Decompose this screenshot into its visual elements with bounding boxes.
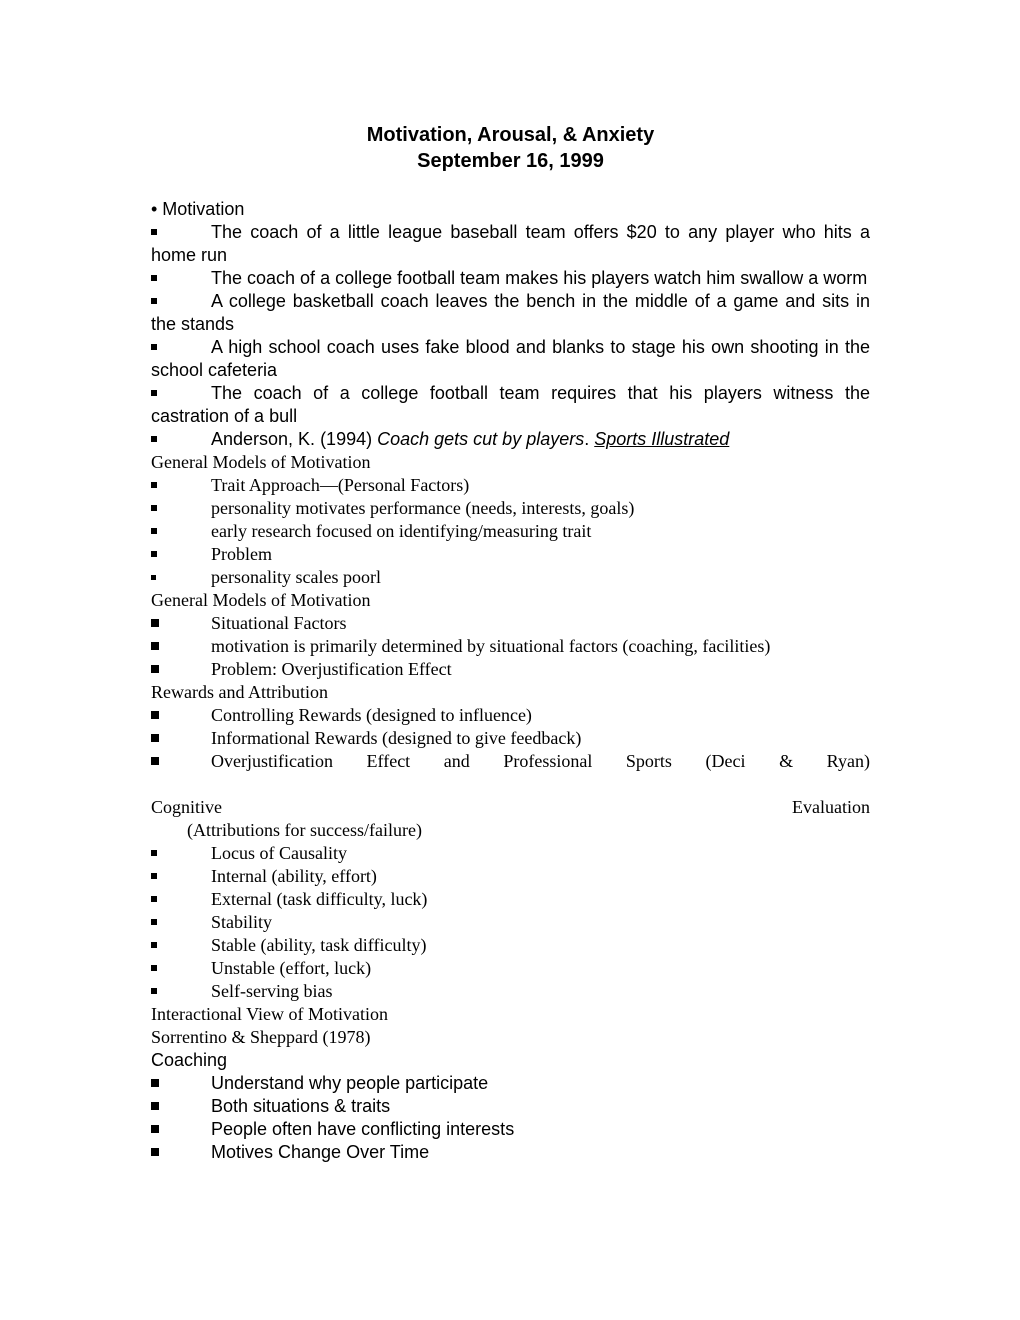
section-heading: General Models of Motivation (151, 452, 371, 472)
citation: Anderson, K. (1994) Coach gets cut by players. Sports Illustrated (151, 428, 870, 451)
list-item: Controlling Rewards (designed to influence) (151, 704, 870, 727)
list-item: Self-serving bias (151, 980, 870, 1003)
bullet-icon (151, 957, 211, 980)
list-item: early research focused on identifying/measuring trait (151, 520, 870, 543)
bullet-icon (151, 497, 211, 520)
bullet-icon (151, 267, 211, 290)
list-item: The coach of a college football team requires that his players witness the castration of a bull (151, 383, 870, 426)
bullet-icon (151, 980, 211, 1003)
section-heading: Interactional View of Motivation (151, 1004, 389, 1024)
bullet-icon (151, 842, 211, 865)
section-heading: General Models of Motivation (151, 590, 371, 610)
bullet-icon (151, 934, 211, 957)
bullet-icon (151, 336, 211, 359)
list-item: Problem (151, 543, 870, 566)
reference: Sorrentino & Sheppard (1978) (151, 1027, 371, 1047)
overjustification-line: Overjustification Effect and Professional Sports (Deci & Ryan) (211, 751, 870, 771)
list-item: Both situations & traits (151, 1095, 870, 1118)
bullet-icon (151, 1072, 211, 1095)
list-item: Problem: Overjustification Effect (151, 658, 870, 681)
list-item: Motives Change Over Time (151, 1141, 870, 1164)
list-item: Situational Factors (151, 612, 870, 635)
list-item: A high school coach uses fake blood and blanks to stage his own shooting in the school cafeteria (151, 337, 870, 380)
document-date: September 16, 1999 (417, 150, 604, 172)
coaching-heading: Coaching (151, 1050, 228, 1070)
list-item: personality motivates performance (needs, interests, goals) (151, 497, 870, 520)
bullet-icon (151, 520, 211, 543)
citation-journal: Sports Illustrated (594, 429, 730, 449)
bullet-icon (151, 727, 211, 750)
bullet-icon (151, 612, 211, 635)
list-item: personality scales poorl (151, 566, 870, 589)
bullet-icon (151, 543, 211, 566)
list-item: Stable (ability, task difficulty) (151, 934, 870, 957)
cognitive-subheading: (Attributions for success/failure) (187, 820, 422, 840)
bullet-icon (151, 1141, 211, 1164)
list-item: Stability (151, 911, 870, 934)
bullet-icon (151, 1118, 211, 1141)
list-item: The coach of a little league baseball team offers $20 to any player who hits a home run (151, 222, 870, 265)
bullet-icon (151, 290, 211, 313)
bullet-icon (151, 750, 211, 773)
list-item: People often have conflicting interests (151, 1118, 870, 1141)
bullet-icon (151, 704, 211, 727)
bullet-icon (151, 382, 211, 405)
list-item (151, 750, 870, 773)
list-item: A college basketball coach leaves the bench in the middle of a game and sits in the stands (151, 291, 870, 334)
list-item: External (task difficulty, luck) (151, 888, 870, 911)
list-item: Unstable (effort, luck) (151, 957, 870, 980)
cognitive-evaluation-heading: Cognitive Evaluation (151, 797, 870, 817)
bullet-icon (151, 635, 211, 658)
list-item: Trait Approach—(Personal Factors) (151, 474, 870, 497)
bullet-icon (151, 888, 211, 911)
list-item: The coach of a college football team makes his players watch him swallow a worm (151, 267, 870, 290)
list-item: Understand why people participate (151, 1072, 870, 1095)
document-title: Motivation, Arousal, & Anxiety (366, 124, 655, 146)
list-item: Locus of Causality (151, 842, 870, 865)
bullet-icon (151, 221, 211, 244)
section-heading: Rewards and Attribution (151, 682, 328, 702)
blank-line (151, 773, 870, 796)
motivation-heading: • Motivation (151, 199, 245, 219)
bullet-icon (151, 865, 211, 888)
document-page (151, 122, 870, 1164)
bullet-icon (151, 566, 211, 589)
citation-article: Coach gets cut by players (377, 429, 585, 449)
bullet-icon (151, 911, 211, 934)
bullet-icon (151, 474, 211, 497)
title-block (151, 122, 870, 174)
bullet-icon (151, 428, 211, 451)
list-item: motivation is primarily determined by situational factors (coaching, facilities) (151, 635, 870, 658)
list-item: Informational Rewards (designed to give feedback) (151, 727, 870, 750)
bullet-icon (151, 1095, 211, 1118)
bullet-icon (151, 658, 211, 681)
list-item: Internal (ability, effort) (151, 865, 870, 888)
